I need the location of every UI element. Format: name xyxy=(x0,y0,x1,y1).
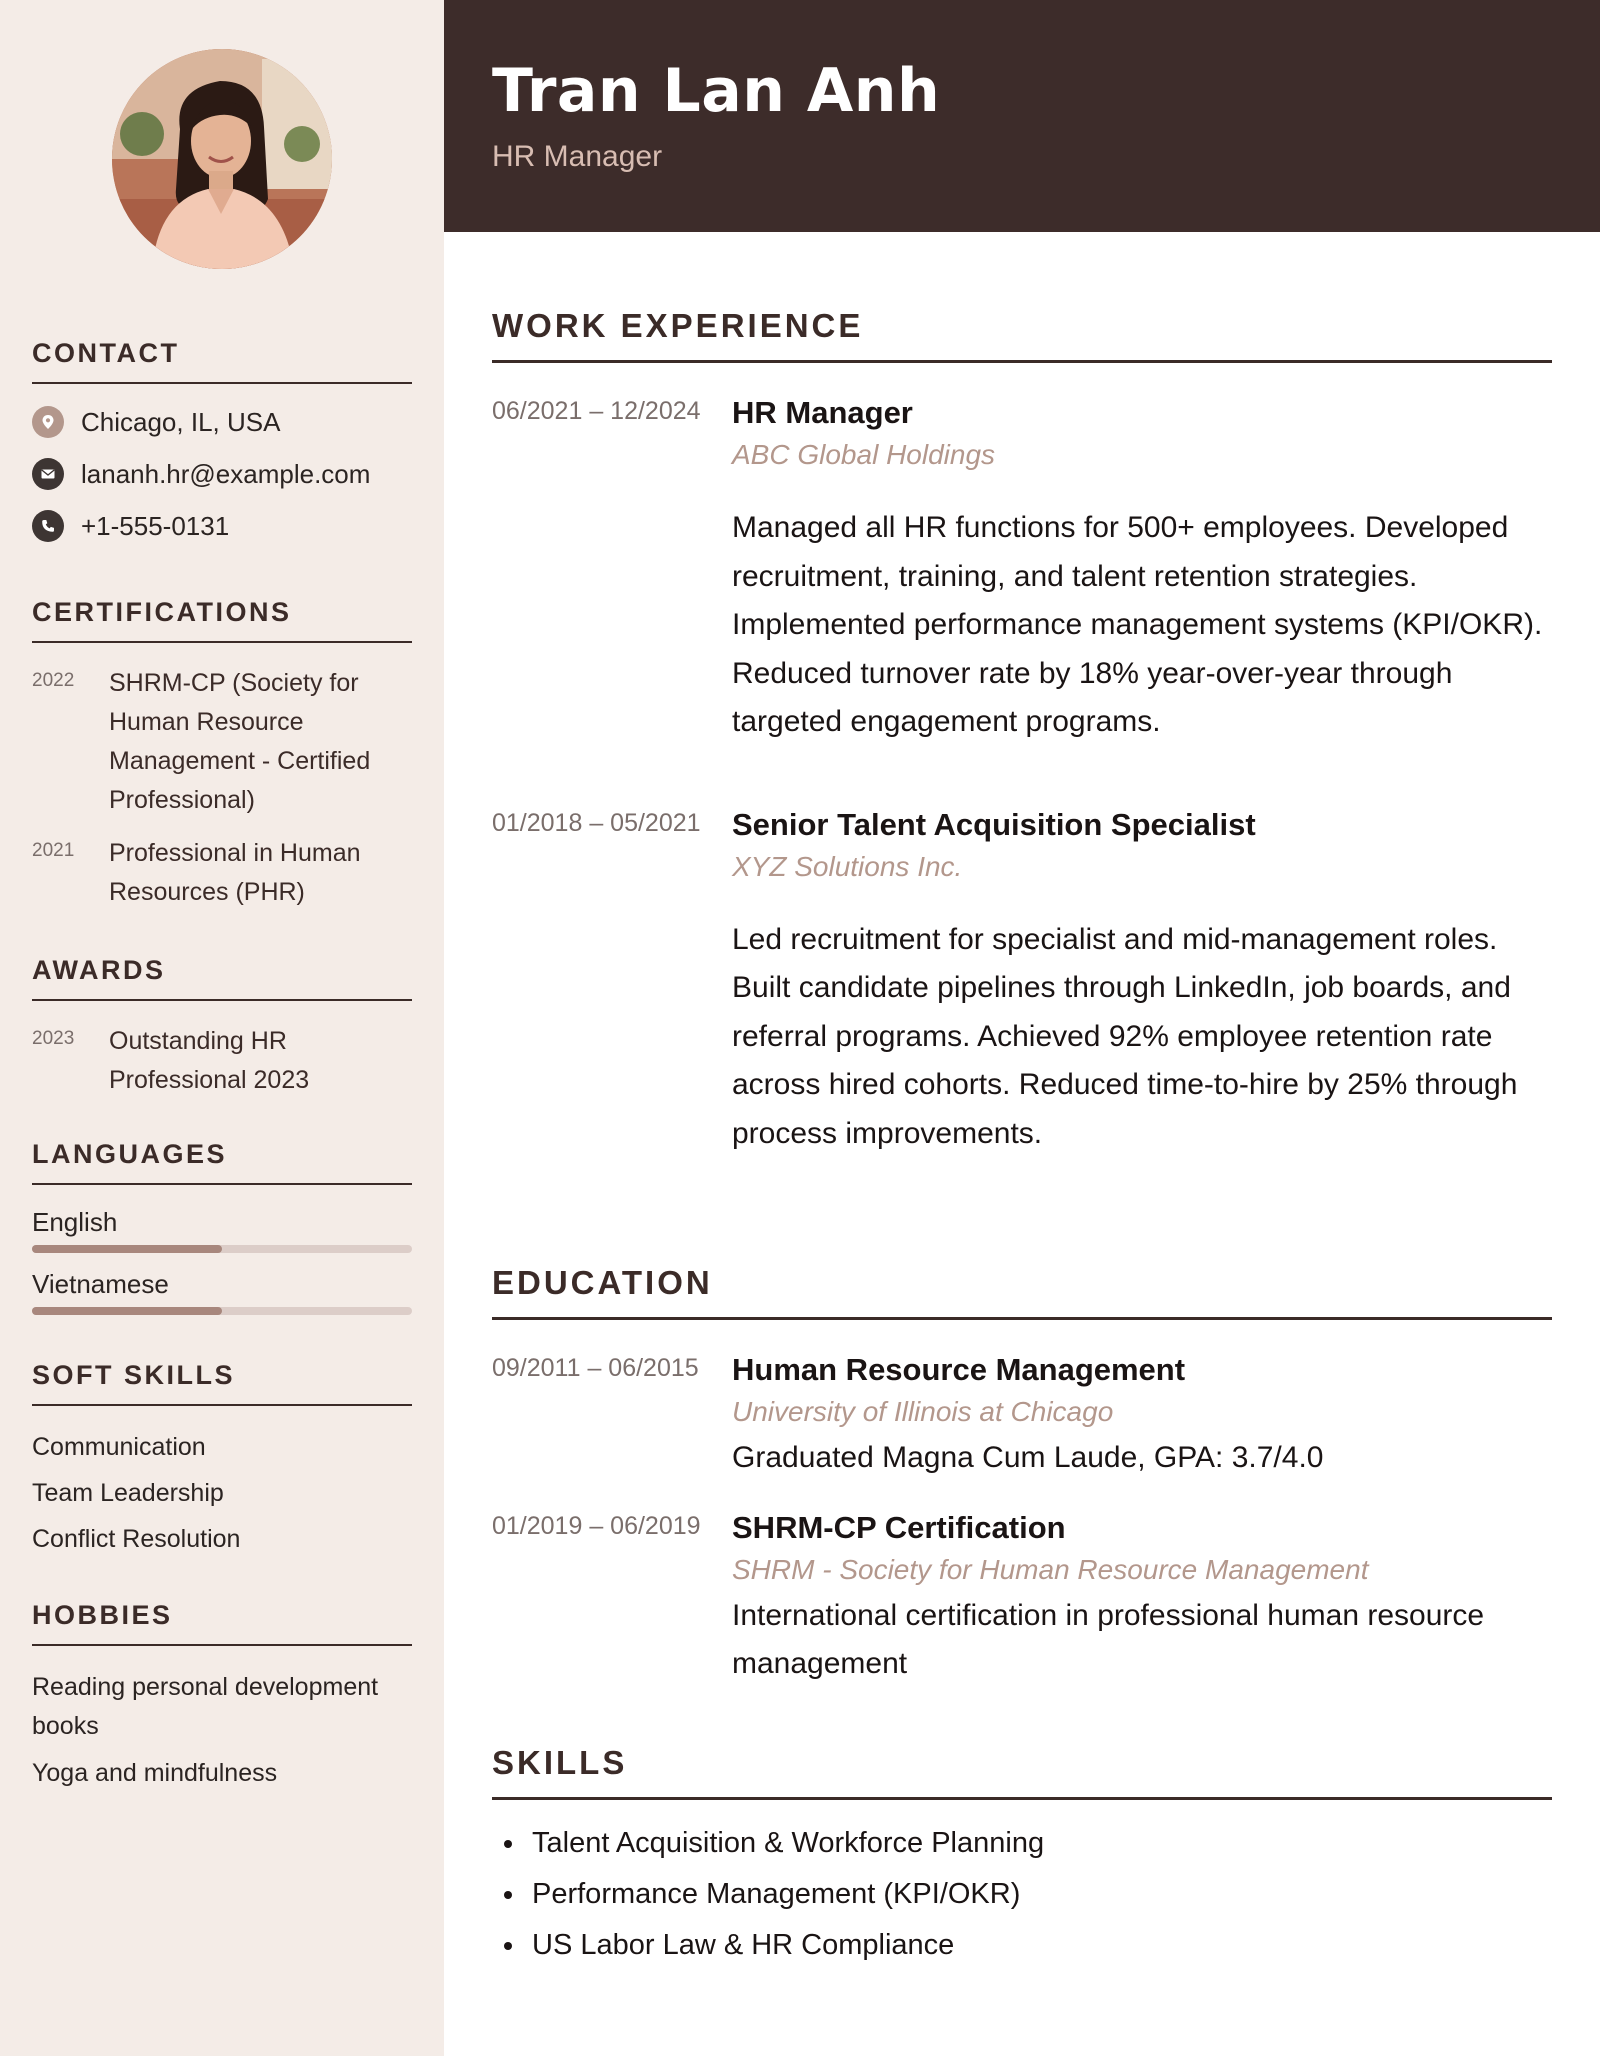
skill-text: Performance Management (KPI/OKR) xyxy=(532,1878,1021,1910)
phone-icon xyxy=(32,510,64,542)
bullet-icon xyxy=(504,1840,512,1848)
soft-skill-item: Team Leadership xyxy=(32,1479,224,1507)
work-entry xyxy=(492,393,1552,747)
email-icon xyxy=(32,458,64,490)
education-description: Graduated Magna Cum Laude, GPA: 3.7/4.0 xyxy=(732,1441,1324,1474)
profile-photo-illustration xyxy=(112,49,332,269)
resume-header xyxy=(444,0,1600,232)
certification-name: Professional in Human Resources (PHR) xyxy=(109,839,361,906)
award-name: Outstanding HR Professional 2023 xyxy=(109,1027,310,1094)
sidebar xyxy=(0,0,444,2056)
contact-location-text: Chicago, IL, USA xyxy=(81,406,281,437)
skill-item xyxy=(492,1869,1552,1920)
language-name: English xyxy=(32,1207,118,1237)
contact-heading: CONTACT xyxy=(32,338,412,384)
work-company: ABC Global Holdings xyxy=(732,439,996,470)
education-degree: SHRM-CP Certification xyxy=(732,1510,1066,1545)
language-level-fill xyxy=(32,1307,222,1315)
skill-text: Talent Acquisition & Workforce Planning xyxy=(532,1827,1045,1859)
language-item xyxy=(32,1205,412,1253)
bullet-icon xyxy=(504,1942,512,1950)
language-name: Vietnamese xyxy=(32,1269,169,1299)
bullet-icon xyxy=(504,1891,512,1899)
work-date: 06/2021 – 12/2024 xyxy=(492,397,701,425)
skills-section xyxy=(492,1744,1552,1971)
hobbies-list xyxy=(32,1668,412,1793)
education-date: 09/2011 – 06/2015 xyxy=(492,1354,699,1382)
education-degree: Human Resource Management xyxy=(732,1352,1186,1387)
education-school: University of Illinois at Chicago xyxy=(732,1396,1114,1427)
work-date: 01/2018 – 05/2021 xyxy=(492,808,701,837)
work-experience-section xyxy=(492,307,1552,1158)
contact-phone[interactable] xyxy=(32,500,412,552)
soft-skills-heading: SOFT SKILLS xyxy=(32,1360,412,1406)
languages-heading: LANGUAGES xyxy=(32,1139,412,1185)
skills-list xyxy=(492,1818,1552,1971)
education-heading: EDUCATION xyxy=(492,1264,1552,1320)
contact-location xyxy=(32,396,412,448)
hobbies-heading: HOBBIES xyxy=(32,1600,412,1646)
work-title: HR Manager xyxy=(732,395,913,430)
language-item xyxy=(32,1267,412,1315)
location-pin-icon xyxy=(32,406,64,438)
work-experience-heading: WORK EXPERIENCE xyxy=(492,307,1552,363)
work-entry xyxy=(492,805,1552,1159)
award-item xyxy=(32,1022,412,1100)
language-level-bar xyxy=(32,1307,412,1315)
language-level-bar xyxy=(32,1245,412,1253)
soft-skills-list xyxy=(32,1424,412,1562)
main-content xyxy=(444,0,1600,2070)
certification-year: 2021 xyxy=(32,840,75,861)
contact-section xyxy=(32,338,412,552)
soft-skill-item: Conflict Resolution xyxy=(32,1525,241,1553)
education-entry xyxy=(492,1508,1552,1688)
education-school: SHRM - Society for Human Resource Management xyxy=(732,1554,1369,1585)
certifications-section xyxy=(32,597,412,912)
soft-skills-section xyxy=(32,1360,412,1562)
education-section xyxy=(492,1264,1552,1688)
work-title: Senior Talent Acquisition Specialist xyxy=(732,806,1256,842)
award-year: 2023 xyxy=(32,1028,75,1049)
awards-section xyxy=(32,955,412,1100)
education-date: 01/2019 – 06/2019 xyxy=(492,1512,701,1540)
hobbies-section xyxy=(32,1600,412,1801)
profile-photo xyxy=(112,49,332,269)
certification-name: SHRM-CP (Society for Human Resource Management - Certified Professional) xyxy=(109,669,371,814)
education-entry xyxy=(492,1350,1552,1482)
certifications-heading: CERTIFICATIONS xyxy=(32,597,412,643)
hobby-item: Yoga and mindfulness xyxy=(32,1759,278,1787)
languages-section xyxy=(32,1139,412,1315)
candidate-name: Tran Lan Anh xyxy=(492,56,941,126)
language-level-fill xyxy=(32,1245,222,1253)
certification-year: 2022 xyxy=(32,670,75,691)
awards-heading: AWARDS xyxy=(32,955,412,1001)
work-description: Led recruitment for specialist and mid-management roles. Built candidate pipelines through LinkedIn, job boards, and referral programs. Achieved 92% employee retention rate across hired cohorts. Reduced time-to-hire by 25% through process improvements. xyxy=(732,922,1518,1150)
skill-text: US Labor Law & HR Compliance xyxy=(532,1929,955,1961)
skills-heading: SKILLS xyxy=(492,1744,1552,1800)
work-description: Managed all HR functions for 500+ employees. Developed recruitment, training, and talent retention strategies. Implemented performance management systems (KPI/OKR). Reduced turnover rate by 18% year-over-year through targeted engagement programs. xyxy=(732,511,1543,738)
contact-phone-text[interactable]: +1-555-0131 xyxy=(81,510,230,541)
certification-item xyxy=(32,664,412,820)
work-company: XYZ Solutions Inc. xyxy=(732,850,963,882)
education-description: International certification in professional human resource management xyxy=(732,1599,1485,1680)
skill-item xyxy=(492,1920,1552,1971)
certification-item xyxy=(32,834,412,912)
contact-email-text[interactable]: lananh.hr@example.com xyxy=(81,458,371,489)
contact-email[interactable] xyxy=(32,448,412,500)
skill-item xyxy=(492,1818,1552,1869)
hobby-item: Reading personal development books xyxy=(32,1673,379,1740)
soft-skill-item: Communication xyxy=(32,1433,206,1461)
candidate-title: HR Manager xyxy=(492,140,663,173)
